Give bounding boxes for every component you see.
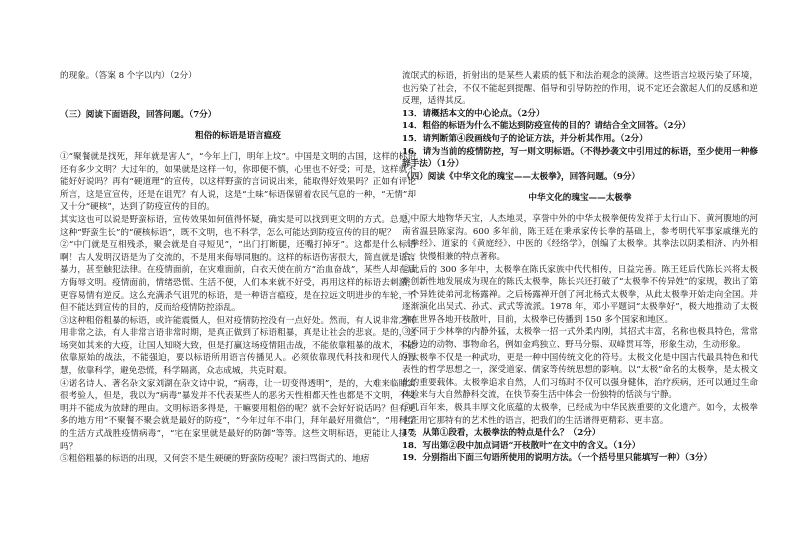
question-16: 16．请为当前的疫情防控，写一则文明标语。（不得抄袭文中引用过的标语，至少使用一种修辞手法）（1分）: [402, 146, 758, 170]
paragraph-3: ③这种粗俗粗暴的标语，或许能震慑人，但对疫情防控没有一点好处。然而，有人说非常之时用非常之法，有人非常言语非常时期，是真正做到了标语粗暴，真是让社会的悲哀。是的，这场突如其来的大疫，让国人知晓大致，但是打赢这场疫情阻击战，不能依靠粗暴的战术，不能依靠原始的战法，不能强迫，要以标语所用语言传播见人。必须依靠现代科技和现代人的智慧，依靠科学，避免恐慌，科学隔离，众志成城，共克时艰。: [60, 315, 416, 377]
article-title: 粗俗的标语是语言瘟疫: [195, 130, 281, 141]
taiji-paragraph-4: ④太极拳不仅是一种武功，更是一种中国传统文化的符号。太极文化是中国古代最具特色和代表性的哲学思想之一，深受道家、儒家等传统思想的影响。以“太极”命名的太极拳，是太极文化的重要载体。太极拳追求自然，人们习练时不仅可以强身健体，治疗疾病，还可以通过生命体验来与大自然静科交流，在快节奏生活中体会一份独特的恬淡与宁静。: [402, 352, 758, 401]
paragraph-1-cont: 其实这也可以说是野蛮标语，宣传效果如何值得怀疑，确实是可以找到更文明的方式。总是，这种“野蛮生长”的“硬核标语”，既不文明，也不科学，怎么可能达到防疫宣传的目的呢？: [60, 214, 416, 238]
paragraph-2: ②“中门就是互相残杀，聚会就是自寻短见”，“出门打断腿，还嘴打掉牙”。这都是什么标语啊！古人发明汉语是为了交流的，不是用来侮辱同胞的。这样的标语伤害很大，简直就是语言暴力，甚至触犯法律。在疫情面前，在灾难面前，白衣天使在前方“治血奋战”，某些人却在后方侮辱文明。疫情面前，情绪恐慌、生活不便，人们本来就不好受，再用这样的标语去刺激，更容易情有逆反。这么充满杀气诅咒的标语，是一种语言瘟疫，是在拉远文明进步的车轮，不但不能达到宣传的目的，反而给疫情防控添乱。: [60, 240, 416, 314]
question-14: 14．粗俗的标语为什么不能达到防疫宣传的目的？请结合全文回答。（2分）: [402, 121, 691, 132]
right-column: [402, 0, 758, 465]
question-15: 15．请判断第④段画线句子的论证方法，并分析其作用。（2分）: [402, 133, 648, 144]
paragraph-4: ④诺名诗人、著名杂文家刘湖在杂文诗中说，“病毒，让一切变得透明”，是的，大难来临睹实很考验人，但是，我以为“病毒”暴发并不代表某些人的恶劣天性相都天性也都是不文明，不文明并不能成为放肆的理由。文明标语多得是，干嘛要用粗俗的呢？就不会好好说话吗？但有更多的地方用“不聚餐不聚会就是最好的防疫”，“今年过年不串门，拜年最好用微信”，“用科学的生活方式战胜疫情病毒”，“宅在家里就是最好的防御”等等。这些文明标语，更能让人接受吗？: [60, 378, 416, 452]
paragraph-1: ①“聚餐就是找死，拜年就是害人”，“今年上门，明年上坟”。中国是文明的古国，这样的标语还有多少文明？大过年的，如果就是这样一句，你即便不慎，心里也不好受；可是，这样就不能好好说吗？再有“硬道理”的宣传，以这样野蛮的言词说出来，能取得好效果吗？正如有评论所言，这是宣宣传，还是在诅咒？有人说，这是“土味”标语保留着农民气息的一种，“无情”却又十分“硬核”，达到了防疫宣传的目的。: [60, 151, 416, 213]
taiji-paragraph-2: ②此后的 300 多年中，太极拳在陈氏家族中代代相传，日益完善。陈王廷后代陈长兴将太极拳创新性地发展成为现在的陈氏太极拳，陈长兴还打破了“太极拳不传异姓”的家规，教出了第一个异姓徒弟河北杨露禅。之后杨露禅开创了河北杨式太极拳，从此太极拳开始走向全国。并逐渐演化出吴式、孙式、武式等流派。1978 年，邓小平题词“太极拳好”，极大地推动了太极拳在世界各地开枝散叶，目前，太极拳已传播到 150 多个国家和地区。: [402, 264, 758, 325]
section-four-header: （四）阅读《中华文化的瑰宝——太极拳》，回答问题。（9分）: [402, 171, 641, 182]
paragraph-5-cont: 流氓式的标语，折射出的是某些人素质的低下和法治观念的淡薄。这些语言垃圾污染了环境，也污染了社会，不仅不能起到提醒、倡导和引导防控的作用，说不定还会激起人们的反感和逆反理，适得其反。: [402, 71, 758, 107]
answer-prompt-line: 的现象。（答案 8 个字以内）（2分）: [60, 71, 197, 81]
question-19: 19．分别指出下面三句语所使用的说明方法。（一个括号里只能填写一种）（3分）: [402, 453, 713, 464]
left-column: [60, 0, 416, 466]
question-18: 18．写出第②段中加点词语“开枝散叶”在文中的含义。（1分）: [402, 440, 641, 451]
taiji-paragraph-1: ①中原大地物华天宝，人杰地灵，享誉中外的中华太极拳便传发祥于太行山下、黄河腹地的河南省温县陈家沟。600 多年前，陈王廷在秉承家传长拳的基础上，参考明代军事家戚继光的《拳经》、道家的《黄庭经》、中医的《经络学》，创编了太极拳。其拳法以阴柔相济、内外相合、快慢相兼的特点著称。: [402, 214, 758, 262]
paragraph-5: ⑤粗俗粗暴的标语的出现，又何尝不是生硬硬的野蛮防疫呢？滚扫骂街式的、地痞: [60, 454, 370, 465]
taiji-article-title: 中华文化的瑰宝——太极拳: [528, 192, 632, 203]
taiji-paragraph-5: ⑤几百年来，极具丰厚文化底蕴的太极拳，已经成为中华民族重要的文化遗产。如今，太极拳也正用它那特有的艺术性的语言，把我们的生活谱得更精彩、更丰富。: [402, 403, 758, 426]
question-17: 17．从第①段看，太极拳法的特点是什么？（2分）: [402, 428, 601, 439]
taiji-paragraph-3: ③不同于少林拳的内静外猛，太极拳一招一式外柔内刚，其招式丰富，名称也极具特色，常常以身边的动物、事物命名，例如金鸡独立、野马分鬃、双峰贯耳等，形象生动，生动形象。: [402, 327, 758, 351]
section-three-header: （三）阅读下面语段，回答问题。（7分）: [60, 109, 217, 120]
question-13: 13．请概括本文的中心论点。（2分）: [402, 108, 545, 119]
